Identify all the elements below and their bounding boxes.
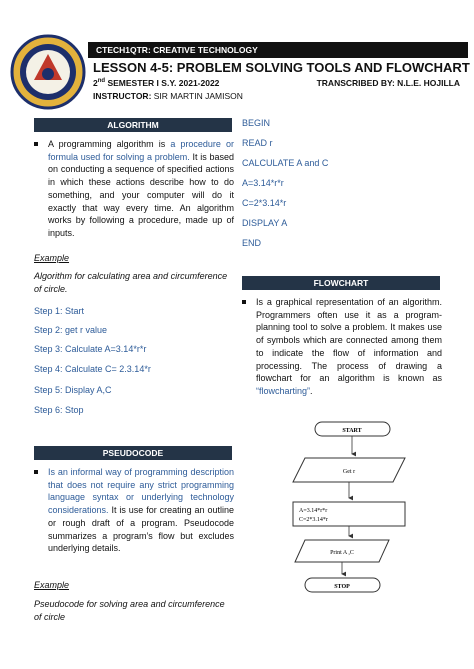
flowchart-heading: FLOWCHART	[242, 276, 440, 290]
output-label: Print A ,C	[330, 550, 354, 556]
bullet-square-icon	[242, 300, 246, 304]
flowchart-diagram	[285, 418, 435, 598]
pseudocode-line: A=3.14*r*r	[242, 178, 284, 188]
pseudocode-line: C=2*3.14*r	[242, 198, 287, 208]
pseudocode-line: END	[242, 238, 262, 248]
pseudocode-example-text: Pseudocode for solving area and circumference of circle	[34, 599, 225, 622]
flowchart-definition: Is a graphical representation of an algorithm. Programmers often use it as a program-planning tool to solve a problem. It makes use of symbols which are connected among them to indicate the flow of information and processing. The process of drawing a flowchart for an algorithm is known as “flowcharting”.	[242, 296, 442, 398]
instructor-line: INSTRUCTOR: SIR MARTIN JAMISON	[93, 91, 243, 101]
algorithm-step: Step 1: Start	[34, 306, 85, 316]
pseudocode-line: BEGIN	[242, 118, 271, 128]
process-label-c: C=2*3.14*r	[299, 517, 328, 523]
pseudocode-heading: PSEUDOCODE	[34, 446, 232, 460]
algorithm-definition: A programming algorithm is a procedure or formula used for solving a problem. It is based on conducting a sequence of specified actions in which these actions describe how to do something, and your computer will do it exactly that way every time. An algorithm works by following a procedure, made up of inputs.	[34, 138, 234, 240]
pseudocode-definition: Is an informal way of programming description that does not require any strict programming language syntax or underlying technology considerations. It is use for creating an outline or rough draft of a program. Pseudocode summarizes a program’s flow but excludes underlying details.	[34, 466, 234, 555]
start-label: START	[342, 428, 362, 434]
process-label-a: A=3.14*r*r	[299, 508, 328, 514]
bullet-square-icon	[34, 470, 38, 474]
pseudocode-line: READ r	[242, 138, 273, 148]
pseudocode-line: DISPLAY A	[242, 218, 288, 228]
page-title: LESSON 4-5: PROBLEM SOLVING TOOLS AND FLOWCHART	[93, 60, 470, 75]
school-seal-logo	[10, 34, 86, 110]
bullet-square-icon	[34, 142, 38, 146]
algorithm-heading: ALGORITHM	[34, 118, 232, 132]
algorithm-step: Step 4: Calculate C= 2.3.14*r	[34, 364, 151, 374]
algorithm-step: Step 6: Stop	[34, 405, 84, 415]
algorithm-step: Step 2: get r value	[34, 325, 108, 335]
stop-label: STOP	[334, 584, 350, 590]
algorithm-step: Step 5: Display A,C	[34, 385, 112, 395]
course-banner: CTECH1QTR: CREATIVE TECHNOLOGY	[88, 42, 468, 58]
transcriber-line: TRANSCRIBED BY: N.L.E. HOJILLA	[316, 78, 460, 88]
pseudocode-example-label: Example	[34, 580, 70, 590]
pseudocode-line: CALCULATE A and C	[242, 158, 329, 168]
algorithm-example-text: Algorithm for calculating area and circumference of circle.	[34, 271, 228, 294]
algorithm-example-label: Example	[34, 253, 70, 263]
input-label: Get r	[342, 469, 356, 475]
semester-line: 2nd SEMESTER I S.Y. 2021-2022	[93, 78, 220, 88]
algorithm-step: Step 3: Calculate A=3.14*r*r	[34, 344, 147, 354]
